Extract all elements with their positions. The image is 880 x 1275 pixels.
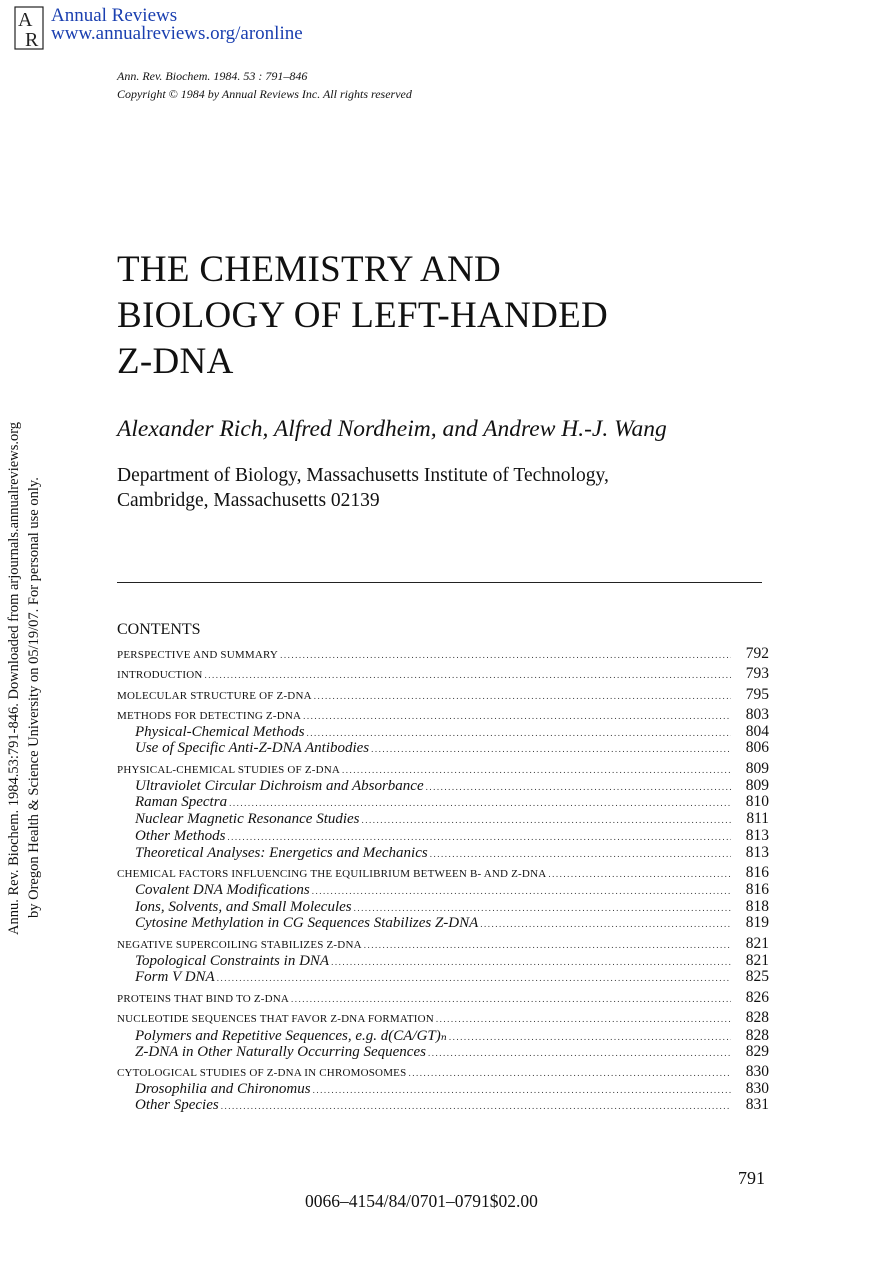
affiliation-line-1: Department of Biology, Massachusetts Institute of Technology, xyxy=(117,465,609,486)
toc-leader-dots xyxy=(342,765,731,775)
toc-subsection-title: Theoretical Analyses: Energetics and Mechanics xyxy=(135,844,428,861)
toc-page-number: 825 xyxy=(745,968,769,986)
toc-leader-dots xyxy=(303,711,731,721)
affiliation-line-2: Cambridge, Massachusetts 02139 xyxy=(117,490,380,511)
toc-entry xyxy=(117,706,769,723)
title-line-2: BIOLOGY OF LEFT-HANDED xyxy=(117,295,609,336)
toc-leader-dots xyxy=(314,691,731,701)
toc-section-title: INTRODUCTION xyxy=(117,669,203,682)
toc-leader-dots xyxy=(227,832,731,842)
toc-page-number: 809 xyxy=(745,776,769,794)
toc-entry xyxy=(117,935,769,952)
toc-entry xyxy=(117,1009,769,1026)
toc-page-number: 809 xyxy=(745,759,769,777)
toc-page-number: 819 xyxy=(745,914,769,932)
toc-leader-dots xyxy=(307,728,731,738)
toc-entry xyxy=(117,844,769,861)
toc-page-number: 821 xyxy=(745,951,769,969)
toc-entry xyxy=(117,968,769,985)
toc-entry xyxy=(117,952,769,969)
toc-page-number: 826 xyxy=(745,988,769,1006)
title-line-3: Z-DNA xyxy=(117,341,234,382)
toc-entry xyxy=(117,1096,769,1113)
toc-entry xyxy=(117,1080,769,1097)
toc-leader-dots xyxy=(449,1032,731,1042)
contents-heading: CONTENTS xyxy=(117,621,201,638)
toc-subsection-title: Z-DNA in Other Naturally Occurring Sequences xyxy=(135,1043,426,1060)
toc-page-number: 831 xyxy=(745,1096,769,1114)
toc-page-number: 804 xyxy=(745,722,769,740)
citation-line: Ann. Rev. Biochem. 1984. 53 : 791–846 xyxy=(117,69,308,83)
toc-subsection-title: Topological Constraints in DNA xyxy=(135,952,330,969)
toc-entry xyxy=(117,665,769,682)
section-divider xyxy=(117,582,762,583)
toc-page-number: 792 xyxy=(745,645,769,662)
toc-section-title: NUCLEOTIDE SEQUENCES THAT FAVOR Z-DNA FORMATION xyxy=(117,1012,434,1025)
toc-entry xyxy=(117,1063,769,1080)
toc-section-title: CYTOLOGICAL STUDIES OF Z-DNA IN CHROMOSOMES xyxy=(117,1066,407,1079)
publisher-name-link[interactable]: Annual Reviews xyxy=(51,5,178,26)
toc-entry xyxy=(117,1043,769,1060)
toc-page-number: 828 xyxy=(745,1008,769,1026)
annual-reviews-logo-icon xyxy=(14,6,44,50)
toc-entry xyxy=(117,723,769,740)
toc-leader-dots xyxy=(312,886,731,896)
toc-leader-dots xyxy=(280,650,731,660)
publisher-url-link[interactable]: www.annualreviews.org/aronline xyxy=(51,23,303,44)
toc-subsection-title: Cytosine Methylation in CG Sequences Stabilizes Z-DNA xyxy=(135,915,479,932)
toc-leader-dots xyxy=(354,903,731,913)
article-title xyxy=(117,247,608,385)
toc-entry xyxy=(117,760,769,777)
toc-entry xyxy=(117,777,769,794)
toc-page-number: 795 xyxy=(745,685,769,703)
toc-subsection-title: Other Species xyxy=(135,1097,219,1114)
toc-entry xyxy=(117,864,769,881)
toc-page-number: 816 xyxy=(745,880,769,898)
toc-subsection-title: Use of Specific Anti-Z-DNA Antibodies xyxy=(135,740,370,757)
toc-page-number: 813 xyxy=(745,826,769,844)
journal-citation xyxy=(117,67,412,103)
toc-leader-dots xyxy=(364,940,731,950)
toc-page-number: 830 xyxy=(745,1062,769,1080)
toc-subsection-title: Ultraviolet Circular Dichroism and Absorbance xyxy=(135,777,424,794)
download-notice-line2: by Oregon Health & Science University on 05/19/07. For personal use only. xyxy=(26,477,42,918)
price-code: 0066–4154/84/0701–0791$02.00 xyxy=(305,1191,538,1211)
toc-entry xyxy=(117,739,769,756)
toc-section-title: MOLECULAR STRUCTURE OF Z-DNA xyxy=(117,689,312,702)
affiliation xyxy=(117,463,609,513)
toc-page-number: 829 xyxy=(745,1042,769,1060)
toc-leader-dots xyxy=(229,798,731,808)
page-number: 791 xyxy=(738,1168,765,1188)
toc-subsection-title: Other Methods xyxy=(135,827,226,844)
toc-entry xyxy=(117,914,769,931)
toc-leader-dots xyxy=(313,1085,731,1095)
toc-subsection-title: Form V DNA xyxy=(135,969,215,986)
toc-leader-dots xyxy=(221,1101,731,1111)
toc-leader-dots xyxy=(430,849,731,859)
toc-page-number: 828 xyxy=(745,1026,769,1044)
toc-subsection-title: Drosophilia and Chironomus xyxy=(135,1080,311,1097)
toc-subsection-title: Polymers and Repetitive Sequences, e.g. d(CA/GT)ₙ xyxy=(135,1027,447,1044)
toc-entry xyxy=(117,898,769,915)
toc-entry xyxy=(117,793,769,810)
copyright-line: Copyright © 1984 by Annual Reviews Inc. All rights reserved xyxy=(117,87,412,101)
toc-leader-dots xyxy=(291,994,731,1004)
toc-subsection-title: Nuclear Magnetic Resonance Studies xyxy=(135,811,360,828)
toc-page-number: 816 xyxy=(745,864,769,882)
toc-entry xyxy=(117,686,769,703)
toc-leader-dots xyxy=(428,1048,731,1058)
toc-section-title: PHYSICAL-CHEMICAL STUDIES OF Z-DNA xyxy=(117,763,341,776)
svg-text:A: A xyxy=(18,9,33,31)
toc-section-title: PERSPECTIVE AND SUMMARY xyxy=(117,649,279,661)
download-notice xyxy=(4,335,44,935)
toc-entry xyxy=(117,827,769,844)
toc-leader-dots xyxy=(426,782,731,792)
toc-entry xyxy=(117,1026,769,1043)
toc-page-number: 830 xyxy=(745,1079,769,1097)
table-of-contents xyxy=(117,645,769,1113)
toc-page-number: 818 xyxy=(745,897,769,915)
toc-leader-dots xyxy=(331,957,731,967)
toc-leader-dots xyxy=(217,973,731,983)
toc-entry xyxy=(117,645,769,662)
toc-section-title: NEGATIVE SUPERCOILING STABILIZES Z-DNA xyxy=(117,938,362,951)
toc-section-title: PROTEINS THAT BIND TO Z-DNA xyxy=(117,992,290,1005)
toc-leader-dots xyxy=(362,815,731,825)
toc-page-number: 813 xyxy=(745,843,769,861)
toc-section-title: METHODS FOR DETECTING Z-DNA xyxy=(117,709,302,722)
toc-subsection-title: Physical-Chemical Methods xyxy=(135,723,305,740)
toc-leader-dots xyxy=(480,919,731,929)
toc-leader-dots xyxy=(548,869,731,879)
toc-leader-dots xyxy=(408,1068,731,1078)
toc-page-number: 821 xyxy=(745,934,769,952)
title-line-1: THE CHEMISTRY AND xyxy=(117,249,502,290)
toc-page-number: 806 xyxy=(745,739,769,757)
toc-entry xyxy=(117,881,769,898)
toc-page-number: 793 xyxy=(745,665,769,683)
toc-page-number: 811 xyxy=(746,810,769,828)
toc-section-title: CHEMICAL FACTORS INFLUENCING THE EQUILIBRIUM BETWEEN B- AND Z-DNA xyxy=(117,868,547,881)
toc-leader-dots xyxy=(371,744,731,754)
toc-subsection-title: Covalent DNA Modifications xyxy=(135,881,310,898)
toc-page-number: 803 xyxy=(745,705,769,723)
svg-text:R: R xyxy=(25,29,39,50)
toc-leader-dots xyxy=(436,1014,731,1024)
download-notice-line1: Annu. Rev. Biochem. 1984.53:791-846. Downloaded from arjournals.annualreviews.org xyxy=(6,421,22,935)
toc-subsection-title: Raman Spectra xyxy=(135,794,228,811)
toc-entry xyxy=(117,810,769,827)
toc-subsection-title: Ions, Solvents, and Small Molecules xyxy=(135,898,352,915)
toc-page-number: 810 xyxy=(745,793,769,811)
toc-entry xyxy=(117,989,769,1006)
toc-leader-dots xyxy=(205,670,731,680)
author-list: Alexander Rich, Alfred Nordheim, and Andrew H.-J. Wang xyxy=(117,416,667,442)
